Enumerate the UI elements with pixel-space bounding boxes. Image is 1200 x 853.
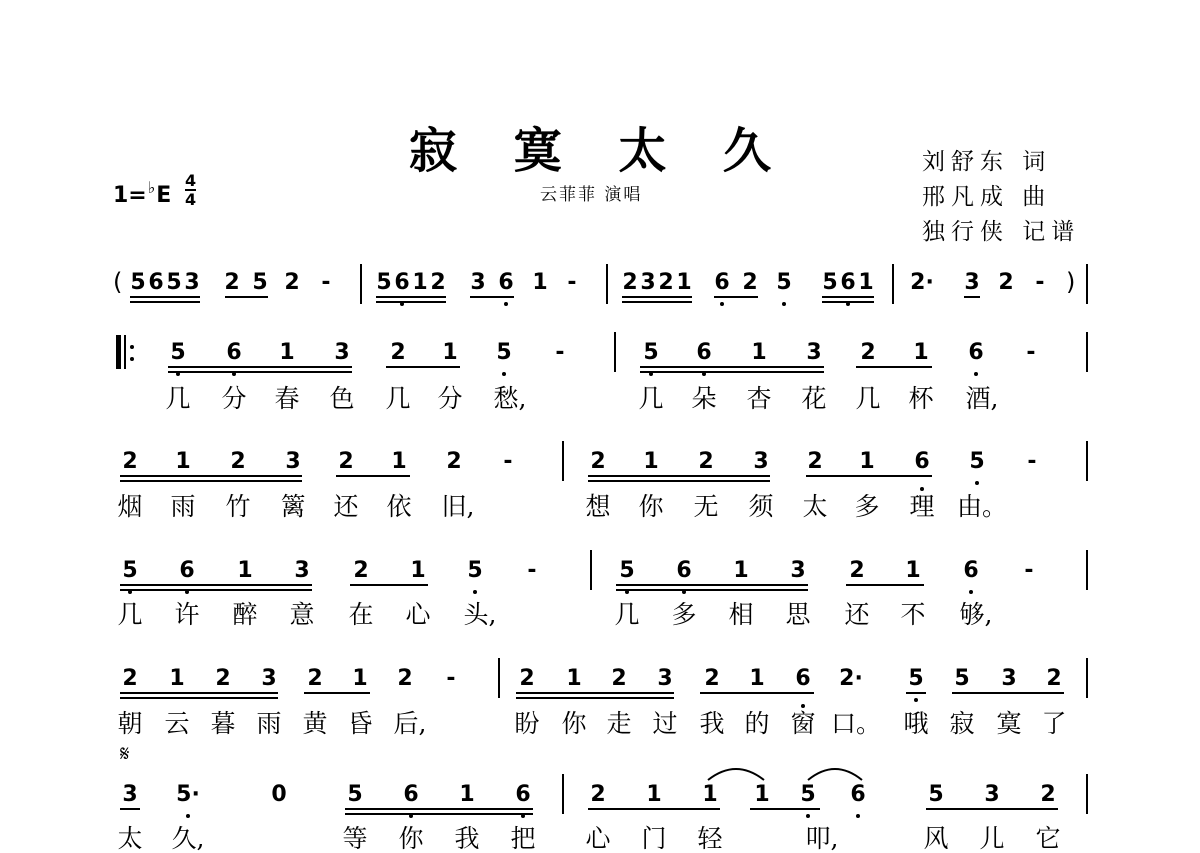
note: 1 [751,340,767,365]
slur [808,769,862,780]
note: 1 [169,666,185,691]
note: 6 [403,782,419,807]
lyric-char: 由。 [956,492,1008,521]
note: 2 [860,340,876,365]
note: 5 [376,270,392,295]
lyric-char: 我 [699,709,725,738]
lyric-char: 分 [221,384,247,413]
lyric-char: 轻 [697,824,723,853]
lyric-char: 几 [855,384,881,413]
note: 2 [1040,782,1056,807]
note: 6 [179,558,195,583]
note: 2 [446,449,462,474]
note: 2 [122,449,138,474]
note: 2 [611,666,627,691]
note: 5 [166,270,182,295]
note: 6 [914,449,930,474]
note: - [1024,558,1034,583]
note: 1 [702,782,718,807]
lyric-char: 风 [923,824,949,853]
note: 1 [643,449,659,474]
lyric-char: 朝 [117,709,143,738]
note: 2 [998,270,1014,295]
note: 6 [148,270,164,295]
lyric-char: 你 [398,824,424,853]
note: - [555,340,565,365]
note: 1 [646,782,662,807]
lyric-char: 寂 [949,709,975,738]
lyric-char: 云 [164,709,190,738]
note: 2 [849,558,865,583]
lyric-char: 雨 [256,709,282,738]
note: 2 [215,666,231,691]
lyric-char: 后, [393,709,427,738]
note: 3 [122,782,138,807]
note: 6 [850,782,866,807]
lyric-char: 口。 [830,709,882,738]
lyric-char: 几 [638,384,664,413]
note: 1 [391,449,407,474]
lyric-char: 不 [900,600,926,629]
note: 3 [753,449,769,474]
note: 6 [498,270,514,295]
note: 2 [390,340,406,365]
note: 2 [704,666,720,691]
note: 6 [968,340,984,365]
note: 1 [913,340,929,365]
note: 2 [224,270,240,295]
paren-close: ) [1066,268,1076,296]
note: 3 [964,270,980,295]
lyric-char: 走 [606,709,632,738]
lyric-char: 依 [386,492,412,521]
singer-credit: 云菲菲 演唱 [540,185,643,205]
paren-open: ( [113,268,123,296]
note: 2 [590,449,606,474]
lyric-char: 寞 [996,709,1022,738]
note: 3 [640,270,656,295]
note: 2 [807,449,823,474]
lyric-char: 太 [117,824,143,853]
lyric-char: 雨 [170,492,196,521]
note: 1 [566,666,582,691]
lyric-char: 无 [693,492,719,521]
lyric-char: 理 [909,492,935,521]
lyric-char: 篱 [280,492,306,521]
note: 2 [590,782,606,807]
note: 1 [412,270,428,295]
note: 3 [984,782,1000,807]
lyric-char: 许 [174,600,200,629]
note: 1 [754,782,770,807]
note: 2· [839,666,863,691]
lyric-char: 窗 [790,709,816,738]
note: 0 [271,782,287,807]
note: - [1027,449,1037,474]
note: 5 [467,558,483,583]
note: 5 [130,270,146,295]
lyric-char: 杏 [746,384,772,413]
note: 1 [905,558,921,583]
note: 5 [347,782,363,807]
lyric-char: 几 [614,600,640,629]
note: 5 [122,558,138,583]
lyric-char: 花 [801,384,827,413]
lyric-char: 还 [333,492,359,521]
note: 6 [226,340,242,365]
lyric-char: 相 [728,600,754,629]
note: 2 [353,558,369,583]
note: 1 [749,666,765,691]
lyricist-credit: 刘舒东 词 [922,149,1052,175]
note: 2 [1046,666,1062,691]
lyric-char: 醉 [232,600,258,629]
lyric-char: 头, [463,600,497,629]
lyric-char: 心 [585,824,611,853]
lyric-char: 你 [638,492,664,521]
note: - [527,558,537,583]
note: 1 [279,340,295,365]
lyric-char: 酒, [965,384,999,413]
note: 5 [822,270,838,295]
note: 2· [910,270,934,295]
lyric-char: 把 [510,824,536,853]
note: 3 [334,340,350,365]
note: 2 [307,666,323,691]
note: 1 [352,666,368,691]
note: 3 [657,666,673,691]
key-note: E [156,183,172,208]
note: 1 [858,270,874,295]
note: 1 [442,340,458,365]
note: 2 [122,666,138,691]
lyric-char: 的 [744,709,770,738]
note: 3 [1001,666,1017,691]
note: - [446,666,456,691]
note: 1 [733,558,749,583]
note: 2 [284,270,300,295]
lyric-char: 竹 [225,492,251,521]
lyric-char: 门 [641,824,667,853]
note: 2 [338,449,354,474]
lyric-char: 我 [454,824,480,853]
lyric-char: 太 [802,492,828,521]
note: 3 [184,270,200,295]
lyric-char: 烟 [117,492,143,521]
note: 1 [175,449,191,474]
note: 5 [619,558,635,583]
lyric-char: 愁, [493,384,527,413]
note: 1 [237,558,253,583]
note: 1 [532,270,548,295]
note: 6 [963,558,979,583]
note: 6 [696,340,712,365]
note: - [1035,270,1045,295]
lyric-char: 过 [652,709,678,738]
time-signature-top: 4 [185,171,197,190]
note: 3 [790,558,806,583]
lyric-char: 它 [1035,824,1061,853]
lyric-char: 够, [959,600,993,629]
note: 6 [676,558,692,583]
note: 2 [397,666,413,691]
note: 5 [643,340,659,365]
transcriber-credit: 独行侠 记谱 [922,219,1081,245]
lyric-char: 久, [171,824,205,853]
note: 5· [176,782,200,807]
note: 3 [261,666,277,691]
time-signature-bottom: 4 [185,190,197,209]
note: 1 [410,558,426,583]
note: 2 [698,449,714,474]
note: 2 [430,270,446,295]
note: 6 [795,666,811,691]
lyric-char: 暮 [210,709,236,738]
note: 2 [742,270,758,295]
lyric-char: 春 [274,384,300,413]
lyric-char: 须 [748,492,774,521]
note: 3 [470,270,486,295]
lyric-char: 等 [342,824,368,853]
lyric-char: 旧, [441,492,475,521]
lyric-char: 想 [585,492,611,521]
lyric-char: 多 [854,492,880,521]
lyric-char: 朵 [691,384,717,413]
lyric-char: 了 [1041,709,1067,738]
lyric-char: 在 [348,600,374,629]
lyric-char: 黄 [302,709,328,738]
note: 3 [806,340,822,365]
note: 6 [394,270,410,295]
note: 5 [928,782,944,807]
note: 5 [776,270,792,295]
note: 6 [840,270,856,295]
note: 3 [294,558,310,583]
lyric-char: 还 [844,600,870,629]
lyric-char: 色 [329,384,355,413]
lyric-char: 杯 [908,384,934,413]
lyric-char: 叩, [805,824,839,853]
note: 2 [519,666,535,691]
note: 1 [676,270,692,295]
composer-credit: 邢凡成 曲 [922,184,1052,210]
note: 3 [285,449,301,474]
note: 5 [800,782,816,807]
lyric-char: 几 [165,384,191,413]
note: 2 [230,449,246,474]
segno-icon: 𝄋 [120,742,130,767]
note: 6 [714,270,730,295]
note: 2 [622,270,638,295]
lyric-char: 意 [289,600,315,629]
note: - [1026,340,1036,365]
song-title: 寂 寞 太 久 [408,123,792,179]
note: 5 [969,449,985,474]
lyric-char: 几 [385,384,411,413]
note: 1 [859,449,875,474]
lyric-char: 哦 [903,709,929,738]
lyric-char: 几 [117,600,143,629]
flat-icon: ♭ [147,178,156,197]
note: 2 [658,270,674,295]
note: 5 [252,270,268,295]
slur [708,769,764,780]
note: - [503,449,513,474]
lyric-char: 多 [671,600,697,629]
key-prefix: 1= [113,183,147,208]
note: 6 [515,782,531,807]
lyric-char: 心 [405,600,431,629]
lyric-char: 思 [785,600,811,629]
lyric-char: 儿 [979,824,1005,853]
note: 1 [459,782,475,807]
note: 5 [954,666,970,691]
lyric-char: 你 [561,709,587,738]
note: - [567,270,577,295]
lyric-char: 昏 [347,709,373,738]
note: 5 [908,666,924,691]
note: 5 [496,340,512,365]
lyric-char: 分 [437,384,463,413]
note: 5 [170,340,186,365]
lyric-char: 盼 [514,709,540,738]
note: - [321,270,331,295]
